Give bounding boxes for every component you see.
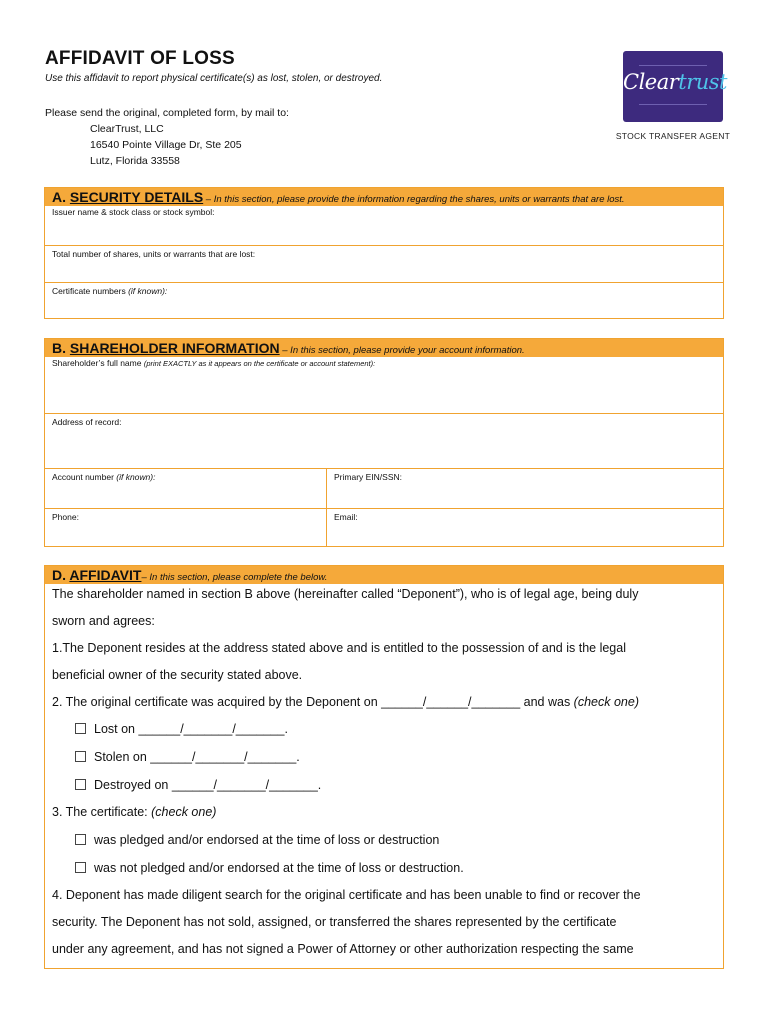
field-label: [52, 358, 375, 368]
page-subtitle: Use this affidavit to report physical certificate(s) as lost, stolen, or destroyed.: [45, 73, 383, 84]
certificate-numbers-field[interactable]: [45, 282, 723, 318]
option-label: Lost on ______/_______/_______.: [94, 722, 288, 736]
field-label: Address of record:: [52, 417, 122, 427]
logo-word-clear: Clear: [623, 70, 679, 94]
section-description: – In this section, please provide the information regarding the shares, units or warrants that are lost.: [203, 194, 625, 205]
section-shareholder-information: [44, 338, 724, 547]
field-label: Total number of shares, units or warrants that are lost:: [52, 249, 256, 259]
contact-row: [45, 508, 723, 546]
checkbox-icon[interactable]: [75, 779, 86, 790]
option-label: Destroyed on ______/_______/_______.: [94, 778, 322, 792]
section-name: SECURITY DETAILS: [69, 189, 204, 205]
option-stolen[interactable]: [75, 750, 300, 764]
affidavit-text: The shareholder named in section B above (hereinafter called “Deponent”), who is of legal age, being duly: [52, 587, 639, 601]
mail-instructions: Please send the original, completed form, by mail to:: [45, 107, 289, 119]
checkbox-icon[interactable]: [75, 862, 86, 873]
issuer-field[interactable]: [45, 206, 723, 245]
field-label-note: (if known):: [116, 472, 156, 482]
section-description: – In this section, please complete the below.: [141, 572, 328, 583]
affidavit-text: under any agreement, and has not signed a Power of Attorney or other authorization respecting the same: [52, 942, 634, 956]
account-number-field[interactable]: [45, 469, 327, 508]
affidavit-text: 3. The certificate:: [52, 805, 152, 819]
field-label-note: (print EXACTLY as it appears on the certificate or account statement):: [143, 359, 376, 368]
total-shares-field[interactable]: [45, 245, 723, 282]
section-header: [45, 188, 723, 206]
field-label-note: (if known):: [128, 286, 168, 296]
section-name: SHAREHOLDER INFORMATION: [69, 340, 280, 356]
field-label-text: Certificate numbers: [52, 286, 129, 296]
affidavit-text: 1.The Deponent resides at the address stated above and is entitled to the possession of and is the legal: [52, 641, 626, 655]
section-affidavit: [44, 565, 724, 969]
field-label-text: Account number: [52, 472, 117, 482]
section-security-details: [44, 187, 724, 319]
field-label: [52, 286, 167, 296]
field-label: [52, 472, 155, 482]
email-field[interactable]: [327, 509, 723, 546]
address-line-3: Lutz, Florida 33558: [90, 155, 180, 167]
section-description: – In this section, please provide your account information.: [279, 345, 525, 356]
cleartrust-logo: [623, 51, 727, 122]
checkbox-icon[interactable]: [75, 723, 86, 734]
ein-ssn-field[interactable]: [327, 469, 723, 508]
logo-divider: [639, 65, 707, 66]
logo-tagline: STOCK TRANSFER AGENT: [615, 131, 731, 141]
option-label: Stolen on ______/_______/_______.: [94, 750, 300, 764]
address-of-record-field[interactable]: [45, 413, 723, 468]
field-label: Phone:: [52, 512, 79, 522]
affidavit-text: security. The Deponent has not sold, assigned, or transferred the shares represented by the certificate: [52, 915, 617, 929]
checkbox-icon[interactable]: [75, 834, 86, 845]
affidavit-text: beneficial owner of the security stated above.: [52, 668, 303, 682]
option-pledged[interactable]: [75, 833, 439, 847]
full-name-field[interactable]: [45, 357, 723, 413]
check-one-note: (check one): [573, 695, 639, 709]
address-line-1: ClearTrust, LLC: [90, 123, 164, 135]
logo-word-trust: trust: [678, 70, 727, 94]
logo-divider: [639, 104, 707, 105]
section-name: AFFIDAVIT: [69, 567, 142, 583]
field-label: Issuer name & stock class or stock symbol:: [52, 207, 215, 217]
section-letter: A.: [52, 189, 66, 205]
page-title: AFFIDAVIT OF LOSS: [45, 48, 235, 69]
option-label: was not pledged and/or endorsed at the time of loss or destruction.: [94, 861, 464, 875]
check-one-note: (check one): [151, 805, 217, 819]
field-label-text: Shareholder’s full name: [52, 358, 144, 368]
section-letter: B.: [52, 340, 66, 356]
option-not-pledged[interactable]: [75, 861, 464, 875]
field-label: Primary EIN/SSN:: [334, 472, 403, 482]
account-row: [45, 468, 723, 508]
option-lost[interactable]: [75, 722, 288, 736]
option-label: was pledged and/or endorsed at the time of loss or destruction: [94, 833, 440, 847]
affidavit-text: 4. Deponent has made diligent search for the original certificate and has been unable to find or recover the: [52, 888, 641, 902]
section-letter: D.: [52, 567, 66, 583]
phone-field[interactable]: [45, 509, 327, 546]
option-destroyed[interactable]: [75, 778, 321, 792]
checkbox-icon[interactable]: [75, 751, 86, 762]
affidavit-text: sworn and agrees:: [52, 614, 155, 628]
section-header: [45, 339, 723, 357]
certificate-statement: [52, 805, 216, 819]
section-header: [45, 566, 723, 584]
acquired-statement: [52, 695, 639, 709]
affidavit-text: 2. The original certificate was acquired by the Deponent on ______/______/_______ and was: [52, 695, 574, 709]
logo-wordmark: [623, 70, 727, 94]
field-label: Email:: [334, 512, 358, 522]
address-line-2: 16540 Pointe Village Dr, Ste 205: [90, 139, 242, 151]
